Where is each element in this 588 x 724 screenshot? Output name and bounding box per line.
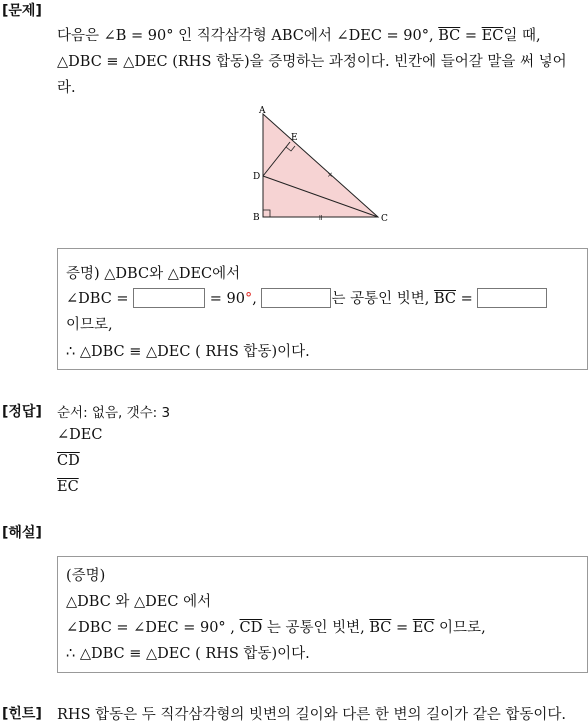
expl-eq: = — [391, 620, 413, 636]
segment-ec: $\overline{EC}$ — [481, 28, 504, 44]
degree-mark: ° — [245, 291, 253, 307]
answer-3: $\overline{EC}$ — [57, 479, 79, 495]
hint-text: RHS 합동은 두 직각삼각형의 빗변의 길이와 다른 한 변의 길이가 같은 합동이다. — [57, 707, 567, 723]
problem-text-1: 다음은 ∠B = 90° 인 직각삼각형 ABC에서 ∠DEC = 90°, — [57, 28, 439, 44]
blank-3-input[interactable] — [477, 288, 547, 308]
explanation-line-1: (증명) — [66, 568, 106, 584]
problem-line-2: △DBC ≡ △DEC (RHS 합동)을 증명하는 과정이다. 빈칸에 들어갈 말을 써 넣어 — [57, 54, 567, 70]
proof-hyp-text: 는 공통인 빗변, — [331, 291, 434, 307]
explanation-line-2: △DBC 와 △DEC 에서 — [66, 594, 212, 610]
label-e: E — [291, 133, 298, 143]
blank-2-input[interactable] — [261, 288, 331, 308]
expl-segment-cd: $\overline{CD}$ — [239, 620, 263, 636]
proof-segment-bc: $\overline{BC}$ — [433, 291, 456, 307]
answer-1: ∠DEC — [57, 427, 103, 443]
label-b: B — [253, 213, 260, 223]
proof-eq-90: = 90 — [205, 291, 245, 307]
triangle-figure — [250, 104, 395, 226]
answer-tag: [정답] — [2, 404, 42, 420]
explanation-tag: [해설] — [2, 525, 42, 541]
expl-segment-ec: $\overline{EC}$ — [412, 620, 435, 636]
expl-hyp: 는 공통인 빗변, — [262, 620, 370, 636]
proof-line-4: ∴ △DBC ≡ △DEC ( RHS 합동)이다. — [66, 344, 310, 360]
problem-tail: 일 때, — [503, 28, 541, 44]
proof-eq: = — [455, 291, 473, 307]
proof-line-3: 이므로, — [66, 317, 113, 333]
hint-tag: [힌트] — [2, 706, 42, 722]
answer-meta: 순서: 없음, 갯수: 3 — [57, 405, 171, 421]
equals: = — [460, 28, 482, 44]
problem-tag: [문제] — [2, 3, 42, 19]
segment-bc: $\overline{BC}$ — [438, 28, 461, 44]
label-d: D — [253, 172, 261, 182]
expl-tail: 이므로, — [434, 620, 486, 636]
proof-line-2 — [66, 287, 547, 308]
proof-line-1: 증명) △DBC와 △DEC에서 — [66, 266, 241, 282]
answer-2: $\overline{CD}$ — [57, 453, 80, 469]
label-c: C — [381, 214, 388, 224]
proof-comma: , — [252, 291, 257, 307]
problem-line-1 — [57, 24, 541, 45]
proof-angle-dbc: ∠DBC = — [66, 291, 134, 307]
expl-segment-bc: $\overline{BC}$ — [369, 620, 392, 636]
tick-bc: ॥ — [318, 213, 323, 222]
blank-1-input[interactable] — [133, 288, 205, 308]
tick-ec: × — [327, 171, 333, 179]
problem-line-3: 라. — [57, 80, 76, 96]
triangle-abc — [263, 114, 378, 217]
label-a: A — [259, 106, 266, 116]
explanation-line-3 — [66, 616, 486, 637]
expl-angles: ∠DBC = ∠DEC = 90° , — [66, 620, 240, 636]
explanation-line-4: ∴ △DBC ≡ △DEC ( RHS 합동)이다. — [66, 646, 310, 662]
